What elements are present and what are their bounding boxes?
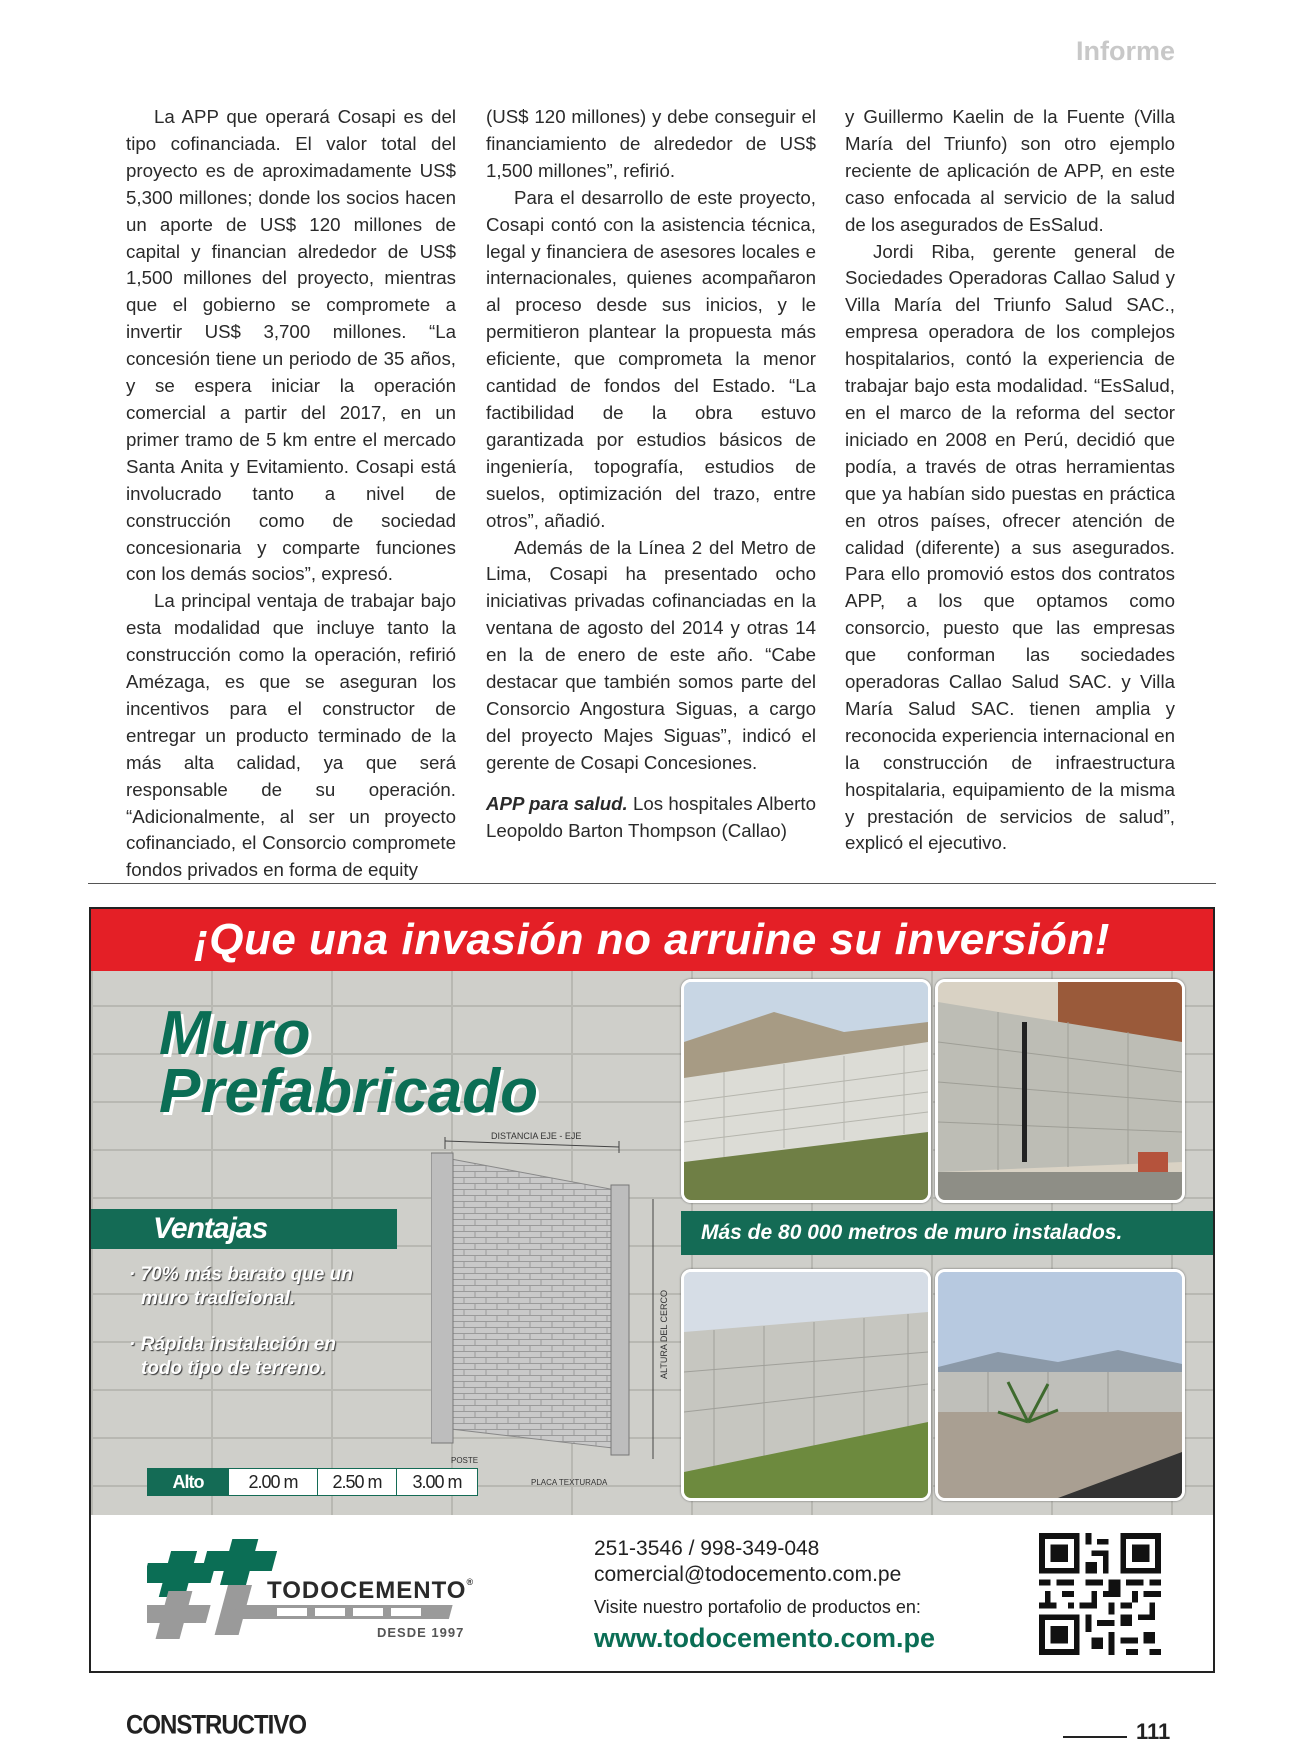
- metros-banner: Más de 80 000 metros de muro instalados.: [681, 1211, 1213, 1255]
- paragraph: La APP que operará Cosapi es del tipo cofinanciada. El valor total del proyecto es de aproximadamente US$ 5,300 millones; donde los socios hacen un aporte de US$ 120 millones de capital y financian alrededor de US$ 1,500 millones del proyecto, mientras que el gobierno se compromete a invertir US$ 3,700 millones. “La concesión tiene un periodo de 35 años, y se espera iniciar la operación comercial a partir del 2017, en un primer tramo de 5 km entre el mercado Santa Anita y Evitamiento. Cosapi está involucrado tanto a nivel de construcción como de sociedad concesionaria y comparte funciones con los demás socios”, expresó.: [126, 106, 456, 585]
- page-number-rule: [1063, 1736, 1127, 1738]
- wall-photo: [681, 1269, 931, 1501]
- height-option: 3.00 m: [396, 1469, 477, 1495]
- divider: [88, 883, 1216, 884]
- label-poste: POSTE: [451, 1456, 479, 1465]
- ad-contact-strip: [91, 1515, 1213, 1671]
- benefit-line: todo tipo de terreno.: [141, 1358, 326, 1379]
- subhead: APP para salud.: [486, 792, 628, 814]
- contact-email: comercial@todocemento.com.pe: [594, 1563, 902, 1586]
- article-column-2: [486, 104, 816, 844]
- wall-photo: [935, 979, 1185, 1203]
- website-link: www.todocemento.com.pe: [594, 1623, 936, 1653]
- page-number: 111: [1136, 1719, 1171, 1744]
- article-column-3: [845, 104, 1175, 857]
- brand-name: [267, 1577, 474, 1605]
- brand-text: TODOCEMENTO: [267, 1577, 467, 1604]
- brand-since: DESDE 1997: [377, 1625, 465, 1640]
- benefit-line: · Rápida instalación en: [129, 1334, 336, 1355]
- benefit-line: · 70% más barato que un: [129, 1264, 353, 1285]
- qr-code-icon: [1039, 1533, 1161, 1655]
- contact-phones: 251-3546 / 998-349-048: [594, 1537, 820, 1560]
- height-option: 2.50 m: [317, 1469, 396, 1495]
- visit-text: Visite nuestro portafolio de productos en:: [594, 1597, 921, 1617]
- height-options: [147, 1468, 478, 1496]
- paragraph: Jordi Riba, gerente general de Sociedades Operadoras Callao Salud y Villa María del Triunfo Salud SAC., empresa operadora de los complejos hospitalarios, contó la experiencia de trabajar bajo esta modalidad. “EsSalud, en el marco de la reforma del sector iniciado en 2008 en Perú, decidió que podía, a través de otras herramientas que ya habían sido puestas en práctica en otros países, ofrecer atención de calidad (diferente) a sus asegurados. Para ello promovió estos dos contratos APP, a los que optamos como consorcio, puesto que las empresas que conforman las sociedades operadoras Callao Salud SAC. y Villa María Salud SAC. tienen amplia y reconocida experiencia internacional en la construcción de infraestructura hospitalaria, equipamiento de la misma y prestación de servicios de salud”, explicó el ejecutivo.: [845, 240, 1175, 854]
- benefit-item: [129, 1263, 353, 1311]
- paragraph: y Guillermo Kaelin de la Fuente (Villa María del Triunfo) son otro ejemplo reciente de aplicación de APP, en este caso enfocada al servicio de la salud de los asegurados de EsSalud.: [845, 106, 1175, 235]
- ad-banner: ¡Que una invasión no arruine su inversión!: [91, 909, 1213, 971]
- paragraph: Además de la Línea 2 del Metro de Lima, Cosapi ha presentado ocho iniciativas privadas cofinanciadas en la ventana de agosto del 2014 y otras 14 en la de enero de este año. “Cabe destacar que también somos parte del Consorcio Angostura Siguas, a cargo del proyecto Majes Siguas”, indicó el gerente de Cosapi Concesiones.: [486, 536, 816, 773]
- brand-registered: ®: [466, 1577, 475, 1587]
- benefit-item: [129, 1333, 336, 1381]
- advertisement: [89, 907, 1215, 1673]
- label-distancia: DISTANCIA EJE - EJE: [491, 1131, 582, 1141]
- paragraph: (US$ 120 millones) y debe conseguir el financiamiento de alrededor de US$ 1,500 millones”, refirió.: [486, 106, 816, 181]
- benefit-line: muro tradicional.: [141, 1288, 296, 1309]
- product-title: [159, 999, 539, 1126]
- wall-photo: [935, 1269, 1185, 1501]
- paragraph: Para el desarrollo de este proyecto, Cosapi contó con la asistencia técnica, legal y financiera de asesores locales e internacionales, quienes acompañaron al proceso desde sus inicios, y le permitieron plantear la propuesta más eficiente, que comprometa la menor cantidad de fondos del Estado. “La factibilidad de la obra estuvo garantizada por estudios básicos de ingeniería, topografía, estudios de suelos, optimización del trazo, entre otros”, añadió.: [486, 186, 816, 531]
- subhead-text: Los hospitales Alberto Leopoldo Barton Thompson (Callao): [486, 792, 816, 841]
- height-option: 2.00 m: [228, 1469, 317, 1495]
- paragraph: La principal ventaja de trabajar bajo esta modalidad que incluye tanto la construcción como la operación, refirió Amézaga, es que se aseguran los incentivos para el constructor de entregar un producto terminado de la más alta calidad, ya que será responsable de su operación. “Adicionalmente, al ser un proyecto cofinanciado, el Consorcio compromete fondos privados en forma de equity: [126, 590, 456, 881]
- magazine-name: CONSTRUCTIVO: [126, 1710, 306, 1741]
- label-placa: PLACA TEXTURADA: [531, 1478, 608, 1487]
- ventajas-heading: Ventajas: [91, 1209, 397, 1249]
- section-label: Informe: [1075, 36, 1175, 66]
- product-title-line2: Prefabricado: [159, 1057, 539, 1126]
- height-label: Alto: [148, 1469, 228, 1495]
- article-column-1: [126, 104, 456, 884]
- ad-brick-background: [91, 909, 1213, 1515]
- product-title-line1: Muro: [159, 999, 311, 1068]
- label-altura: ALTURA DEL CERCO: [659, 1289, 669, 1379]
- wall-photo: [681, 979, 931, 1203]
- subhead-paragraph: [486, 791, 816, 845]
